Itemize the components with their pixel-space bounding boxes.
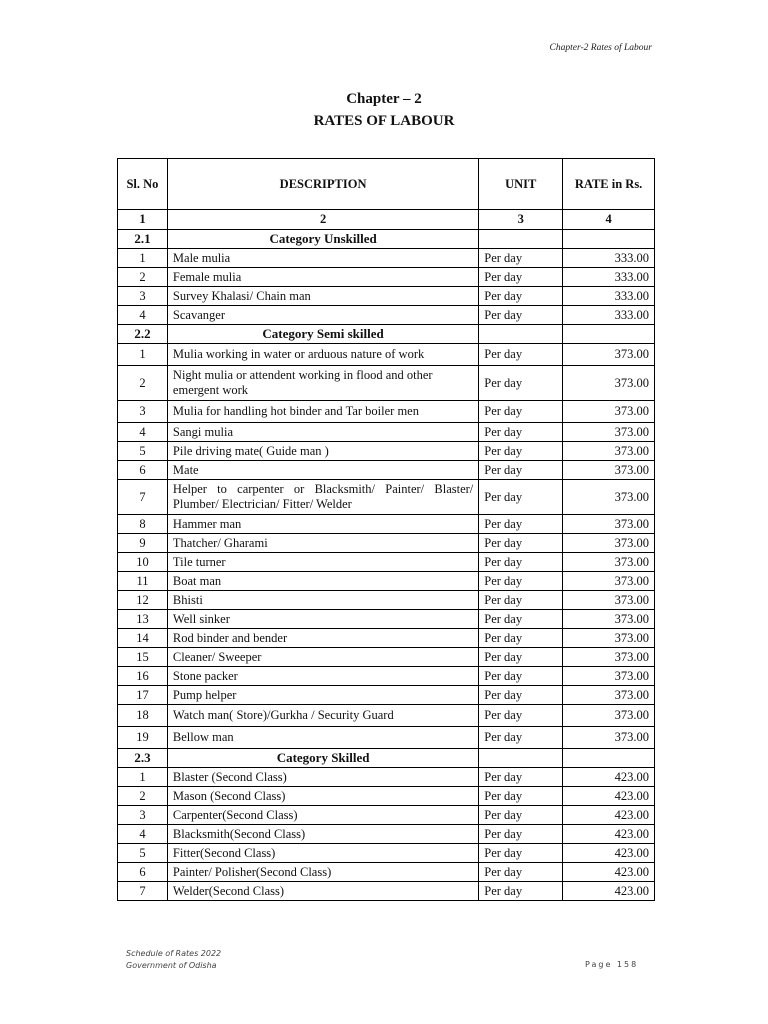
row-sl-no: 14 — [118, 629, 168, 648]
row-description: Fitter(Second Class) — [167, 844, 478, 863]
row-sl-no: 4 — [118, 825, 168, 844]
row-rate: 373.00 — [563, 401, 655, 423]
table-row — [118, 480, 655, 515]
category-rate-empty — [563, 325, 655, 344]
row-rate: 423.00 — [563, 806, 655, 825]
table-row — [118, 249, 655, 268]
row-description: Well sinker — [167, 610, 478, 629]
row-sl-no: 15 — [118, 648, 168, 667]
row-unit: Per day — [479, 844, 563, 863]
table-row — [118, 591, 655, 610]
row-rate: 423.00 — [563, 863, 655, 882]
row-sl-no: 19 — [118, 727, 168, 749]
row-sl-no: 2 — [118, 268, 168, 287]
row-sl-no: 7 — [118, 882, 168, 901]
table-row — [118, 572, 655, 591]
rates-table — [117, 158, 655, 901]
row-unit: Per day — [479, 287, 563, 306]
category-title: Category Skilled — [167, 749, 478, 768]
table-row — [118, 534, 655, 553]
row-rate: 423.00 — [563, 787, 655, 806]
row-description: Tile turner — [167, 553, 478, 572]
row-rate: 333.00 — [563, 249, 655, 268]
row-sl-no: 10 — [118, 553, 168, 572]
row-description: Scavanger — [167, 306, 478, 325]
row-description: Mulia for handling hot binder and Tar boiler men — [167, 401, 478, 423]
table-row — [118, 863, 655, 882]
table-row — [118, 366, 655, 401]
row-sl-no: 6 — [118, 461, 168, 480]
row-rate: 373.00 — [563, 442, 655, 461]
table-row — [118, 610, 655, 629]
row-description: Male mulia — [167, 249, 478, 268]
row-unit: Per day — [479, 480, 563, 515]
row-rate: 333.00 — [563, 287, 655, 306]
row-description: Rod binder and bender — [167, 629, 478, 648]
row-rate: 423.00 — [563, 768, 655, 787]
row-rate: 373.00 — [563, 572, 655, 591]
row-description: Bellow man — [167, 727, 478, 749]
row-rate: 373.00 — [563, 727, 655, 749]
running-header: Chapter-2 Rates of Labour — [549, 43, 652, 53]
row-description: Blacksmith(Second Class) — [167, 825, 478, 844]
row-unit: Per day — [479, 591, 563, 610]
row-unit: Per day — [479, 806, 563, 825]
row-sl-no: 9 — [118, 534, 168, 553]
table-row — [118, 882, 655, 901]
table-row — [118, 667, 655, 686]
column-number: 2 — [167, 210, 478, 230]
row-unit: Per day — [479, 705, 563, 727]
row-description: Mate — [167, 461, 478, 480]
row-description: Cleaner/ Sweeper — [167, 648, 478, 667]
table-row — [118, 787, 655, 806]
row-unit: Per day — [479, 366, 563, 401]
row-unit: Per day — [479, 787, 563, 806]
row-description: Night mulia or attendent working in flood and other emergent work — [167, 366, 478, 401]
row-description: Survey Khalasi/ Chain man — [167, 287, 478, 306]
table-row — [118, 401, 655, 423]
row-unit: Per day — [479, 610, 563, 629]
table-row — [118, 686, 655, 705]
row-description: Carpenter(Second Class) — [167, 806, 478, 825]
row-unit: Per day — [479, 727, 563, 749]
row-unit: Per day — [479, 553, 563, 572]
row-sl-no: 2 — [118, 366, 168, 401]
table-row — [118, 306, 655, 325]
table-row — [118, 515, 655, 534]
row-rate: 333.00 — [563, 306, 655, 325]
footer-source — [126, 948, 221, 972]
row-rate: 373.00 — [563, 686, 655, 705]
row-unit: Per day — [479, 461, 563, 480]
category-row — [118, 749, 655, 768]
table-row — [118, 287, 655, 306]
category-unit-empty — [479, 325, 563, 344]
category-rate-empty — [563, 749, 655, 768]
row-sl-no: 2 — [118, 787, 168, 806]
row-sl-no: 6 — [118, 863, 168, 882]
category-rate-empty — [563, 230, 655, 249]
row-sl-no: 1 — [118, 249, 168, 268]
row-sl-no: 7 — [118, 480, 168, 515]
col-header-description: DESCRIPTION — [167, 159, 478, 210]
column-number: 4 — [563, 210, 655, 230]
table-row — [118, 727, 655, 749]
row-rate: 373.00 — [563, 461, 655, 480]
page-number-block — [585, 960, 638, 969]
table-row — [118, 629, 655, 648]
row-unit: Per day — [479, 306, 563, 325]
row-sl-no: 4 — [118, 423, 168, 442]
row-description: Female mulia — [167, 268, 478, 287]
row-rate: 373.00 — [563, 591, 655, 610]
row-rate: 373.00 — [563, 534, 655, 553]
column-number: 1 — [118, 210, 168, 230]
table-row — [118, 648, 655, 667]
table-row — [118, 553, 655, 572]
row-rate: 373.00 — [563, 423, 655, 442]
col-header-rate: RATE in Rs. — [563, 159, 655, 210]
row-unit: Per day — [479, 515, 563, 534]
row-unit: Per day — [479, 442, 563, 461]
row-description: Blaster (Second Class) — [167, 768, 478, 787]
row-sl-no: 18 — [118, 705, 168, 727]
row-rate: 333.00 — [563, 268, 655, 287]
row-unit: Per day — [479, 401, 563, 423]
footer-schedule: Schedule of Rates 2022 — [126, 949, 222, 958]
row-description: Welder(Second Class) — [167, 882, 478, 901]
col-header-sl-no: Sl. No — [118, 159, 168, 210]
row-description: Painter/ Polisher(Second Class) — [167, 863, 478, 882]
category-row — [118, 230, 655, 249]
column-number-row — [118, 210, 655, 230]
chapter-title: RATES OF LABOUR — [313, 113, 455, 129]
row-unit: Per day — [479, 423, 563, 442]
row-unit: Per day — [479, 629, 563, 648]
row-sl-no: 12 — [118, 591, 168, 610]
row-rate: 373.00 — [563, 553, 655, 572]
category-number: 2.3 — [118, 749, 168, 768]
col-header-unit: UNIT — [479, 159, 563, 210]
row-description: Mulia working in water or arduous nature of work — [167, 344, 478, 366]
table-row — [118, 423, 655, 442]
table-row — [118, 705, 655, 727]
table-row — [118, 461, 655, 480]
row-unit: Per day — [479, 825, 563, 844]
chapter-number: Chapter – 2 — [346, 91, 422, 107]
row-sl-no: 1 — [118, 344, 168, 366]
row-rate: 373.00 — [563, 515, 655, 534]
row-description: Watch man( Store)/Gurkha / Security Guard — [167, 705, 478, 727]
table-row — [118, 825, 655, 844]
row-description: Hammer man — [167, 515, 478, 534]
row-unit: Per day — [479, 344, 563, 366]
table-row — [118, 442, 655, 461]
table-row — [118, 268, 655, 287]
table-row — [118, 844, 655, 863]
row-description: Stone packer — [167, 667, 478, 686]
row-unit: Per day — [479, 572, 563, 591]
row-unit: Per day — [479, 882, 563, 901]
row-description: Helper to carpenter or Blacksmith/ Painter/ Blaster/ Plumber/ Electrician/ Fitter/ Welder — [167, 480, 478, 515]
row-unit: Per day — [479, 768, 563, 787]
row-rate: 373.00 — [563, 629, 655, 648]
row-sl-no: 3 — [118, 806, 168, 825]
row-sl-no: 8 — [118, 515, 168, 534]
category-row — [118, 325, 655, 344]
row-unit: Per day — [479, 863, 563, 882]
row-unit: Per day — [479, 249, 563, 268]
row-description: Bhisti — [167, 591, 478, 610]
row-unit: Per day — [479, 268, 563, 287]
row-rate: 373.00 — [563, 705, 655, 727]
category-title: Category Semi skilled — [167, 325, 478, 344]
row-rate: 373.00 — [563, 344, 655, 366]
table-row — [118, 344, 655, 366]
row-sl-no: 3 — [118, 287, 168, 306]
row-sl-no: 3 — [118, 401, 168, 423]
table-row — [118, 768, 655, 787]
row-sl-no: 13 — [118, 610, 168, 629]
row-rate: 373.00 — [563, 480, 655, 515]
category-title: Category Unskilled — [167, 230, 478, 249]
table-row — [118, 806, 655, 825]
category-unit-empty — [479, 749, 563, 768]
row-sl-no: 1 — [118, 768, 168, 787]
page-label: Page — [585, 960, 613, 969]
row-rate: 373.00 — [563, 648, 655, 667]
row-description: Boat man — [167, 572, 478, 591]
category-unit-empty — [479, 230, 563, 249]
row-description: Mason (Second Class) — [167, 787, 478, 806]
row-sl-no: 4 — [118, 306, 168, 325]
category-number: 2.2 — [118, 325, 168, 344]
row-rate: 423.00 — [563, 882, 655, 901]
row-unit: Per day — [479, 667, 563, 686]
row-description: Sangi mulia — [167, 423, 478, 442]
category-number: 2.1 — [118, 230, 168, 249]
row-sl-no: 5 — [118, 844, 168, 863]
row-description: Pump helper — [167, 686, 478, 705]
row-description: Pile driving mate( Guide man ) — [167, 442, 478, 461]
page-number: 158 — [616, 960, 639, 969]
footer-government: Government of Odisha — [126, 961, 217, 970]
row-sl-no: 16 — [118, 667, 168, 686]
column-number: 3 — [479, 210, 563, 230]
table-header-row — [118, 159, 655, 210]
row-rate: 373.00 — [563, 366, 655, 401]
row-sl-no: 5 — [118, 442, 168, 461]
row-description: Thatcher/ Gharami — [167, 534, 478, 553]
row-rate: 373.00 — [563, 610, 655, 629]
row-unit: Per day — [479, 686, 563, 705]
row-unit: Per day — [479, 534, 563, 553]
row-rate: 423.00 — [563, 825, 655, 844]
row-unit: Per day — [479, 648, 563, 667]
title-block — [0, 88, 768, 132]
row-sl-no: 11 — [118, 572, 168, 591]
row-rate: 373.00 — [563, 667, 655, 686]
row-rate: 423.00 — [563, 844, 655, 863]
row-sl-no: 17 — [118, 686, 168, 705]
